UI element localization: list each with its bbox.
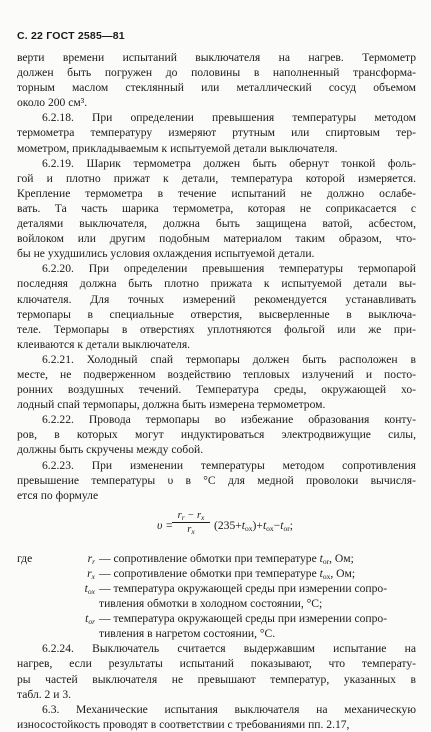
text-line: Крепление термометра в течение испытаний не должно ослабе- [17,186,416,200]
symbol-definitions [17,551,416,642]
text-line: мометром, прикладываемым к испытуемой детали выключателя. [17,141,338,155]
definition-row [17,551,416,566]
text-line: 6.2.19. Шарик термометра должен быть обернут тонкой фоль- [42,156,416,170]
definition-row [17,566,416,581]
text-line: ронних воздушных течений. Температура среды, окружающей хо- [17,383,416,397]
text-line: клеиваются к детали выключателя. [17,337,191,351]
text-line: термопары в специальные отверстия, высверленные в выключа- [17,307,416,321]
formula-fraction [172,509,210,536]
definition-text: — температура окружающей среды при измерении сопро- [99,612,388,626]
text-line: месте, не подверженном воздействию тепловых излучений и посто- [17,367,416,381]
definition-text: — сопротивление обмотки при температуре $t_{ox}$, Ом; [99,566,356,581]
text-line: верти времени испытаний выключателя на нагрев. Термометр [17,51,416,64]
text-line: должен быть погружен до половины в наполненный трансформа- [17,66,416,80]
definition-row [17,581,416,596]
text-line: последняя должна быть плотно прижата к испытуемой детали вы- [17,277,416,291]
text-line: ров, в которых могут индуктироваться электродвижущие силы, [17,428,416,442]
definition-continuation: тивления обмотки в холодном состоянии, °С; [99,597,323,611]
text-line: износостойкость проводят в соответствии с требованиями пп. 2.17, [17,717,350,731]
text-line: гой и плотно прижат к детали, температура которой измеряется. [17,171,416,185]
text-line: ется по формуле [17,488,99,502]
definition-symbol: $t_{or}$ [85,612,95,627]
definition-text: — температура окружающей среды при измерении сопро- [99,582,388,595]
text-line: 6.2.20. При определении превышения температуры термопарой [42,262,416,276]
text-line: около 200 см³. [17,96,88,110]
document-body [17,50,416,732]
text-line: табл. 2 и 3. [17,687,72,701]
text-line: 6.2.22. Провода термопары во избежание образования конту- [42,413,416,427]
formula [17,507,416,547]
text-line: торным маслом стеклянный или металлический сосуд объемом [17,81,416,95]
text-line: 6.2.21. Холодный спай термопары должен быть расположен в [42,352,416,366]
definition-continuation: тивления в нагретом состоянии, °С. [99,627,276,641]
formula-rest: $(235+t_{ox})+t_{ox}-t_{or}$; [214,518,293,533]
definition-prefix: где [17,551,33,565]
formula-denominator: $r_x$ [187,523,195,536]
formula-numerator: $r_r - r_x$ [172,509,210,523]
text-line: должны быть скручены между собой. [17,443,204,457]
text-block-b [17,641,416,732]
text-line: ключателя. Для точных измерений рекомендуется устанавливать [17,292,416,306]
text-line: превышение температуры υ в °С для медной проволоки вычисля- [17,473,416,487]
text-line: 6.3. Механические испытания выключателя на механическую [42,702,416,716]
definition-row [17,611,416,626]
definition-symbol: $t_{ox}$ [84,582,95,596]
text-line: 6.2.23. При изменении температуры методом сопротивления [42,458,416,472]
text-line: бы не ухудшились условия охлаждения испытуемой детали. [17,247,315,261]
text-line: ры частей выключателя не превышают температур, указанных в [17,672,416,686]
definition-symbol: $r_x$ [87,566,95,581]
text-line: деталями выключателя, должна быть защищена ватой, асбестом, [17,217,416,231]
text-line: 6.2.18. При определении превышения температуры методом [42,111,416,125]
page-header: С. 22 ГОСТ 2585—81 [17,30,125,42]
text-line: термометра температуру измеряют ртутным или спиртовым тер- [17,126,416,140]
text-line: 6.2.24. Выключатель считается выдержавшим испытание на [42,642,416,656]
text-line: теле. Термопары в отверстиях уплотняются фольгой или же при- [17,322,416,336]
formula-lhs: υ = [157,518,174,532]
text-line: лодный спай термопары, должна быть измерена термометром. [17,398,326,412]
definition-symbol: $r_r$ [87,551,95,566]
definition-text: — сопротивление обмотки при температуре $t_{or}$, Ом; [99,551,354,566]
text-line: нагрев, если результаты испытаний показывают, что температу- [17,657,416,671]
text-line: вать. Та часть шарика термометра, которая не соприкасается с [17,201,416,215]
text-block-a [17,50,416,503]
text-line: войлоком или другим подобным материалом таким образом, что- [17,232,416,246]
